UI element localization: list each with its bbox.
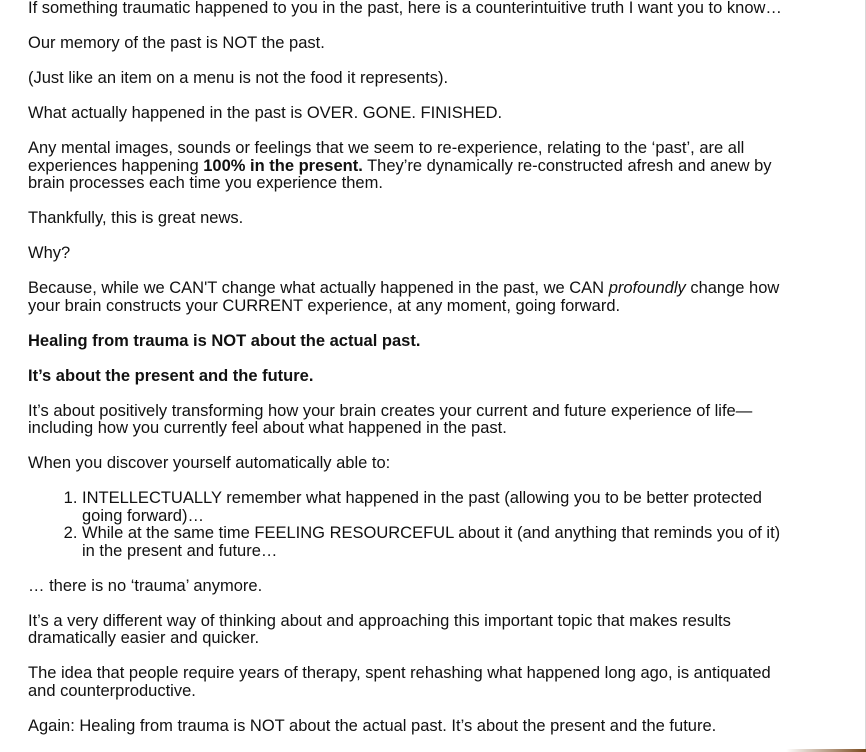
list-item: 1. INTELLECTUALLY remember what happened in the past (allowing you to be better protected going forward)… <box>82 490 788 525</box>
paragraph-present-emphasis: 100% in the present. <box>203 156 363 175</box>
paragraph-memory: Our memory of the past is NOT the past. <box>28 34 325 52</box>
article-body <box>28 0 788 752</box>
paragraph-why: Why? <box>28 244 71 262</box>
paragraph-present-text-2: They’re dynamically re-constructed afresh and anew by brain processes each time you experience them. <box>28 156 772 192</box>
paragraph-healing <box>28 333 788 351</box>
paragraph-change-text-2: change how your brain constructs your CURRENT experience, at any moment, going forward. <box>28 279 780 315</box>
paragraph-present <box>28 140 788 193</box>
paragraph-change-emphasis: profoundly <box>608 279 686 297</box>
list-item: 2. While at the same time FEELING RESOURCEFUL about it (and anything that reminds you of it) in the present and future… <box>82 525 788 560</box>
paragraph-healing-bold: Healing from trauma is NOT about the actual past. <box>28 331 421 350</box>
paragraph-menu-analogy: (Just like an item on a menu is not the food it represents). <box>28 69 449 87</box>
paragraph-change <box>28 280 788 315</box>
paragraph-future <box>28 368 788 386</box>
paragraph-therapy: The idea that people require years of therapy, spent rehashing what happened long ago, is antiquated and counterproductive. <box>28 664 771 700</box>
paragraph-no-trauma: … there is no ‘trauma’ anymore. <box>28 576 263 595</box>
paragraph-intro: If something traumatic happened to you in the past, here is a counterintuitive truth I want you to know… <box>28 0 782 17</box>
paragraph-present-text-1: Any mental images, sounds or feelings that we seem to re-experience, relating to the ‘past’, are all experiences happening <box>28 139 745 175</box>
paragraph-discover: When you discover yourself automatically able to: <box>28 454 391 472</box>
paragraph-again: Again: Healing from trauma is NOT about the actual past. It’s about the present and the future. <box>28 716 717 735</box>
paragraph-over: What actually happened in the past is OVER. GONE. FINISHED. <box>28 104 503 122</box>
paragraph-good-news: Thankfully, this is great news. <box>28 209 244 227</box>
numbered-list <box>28 490 788 560</box>
paragraph-future-bold: It’s about the present and the future. <box>28 366 314 385</box>
paragraph-different-way: It’s a very different way of thinking about and approaching this important topic that makes results dramatically easier and quicker. <box>28 611 731 647</box>
paragraph-transform: It’s about positively transforming how your brain creates your current and future experience of life—including how you currently feel about what happened in the past. <box>28 401 753 437</box>
paragraph-change-text-1: Because, while we CAN'T change what actually happened in the past, we CAN <box>28 279 609 297</box>
